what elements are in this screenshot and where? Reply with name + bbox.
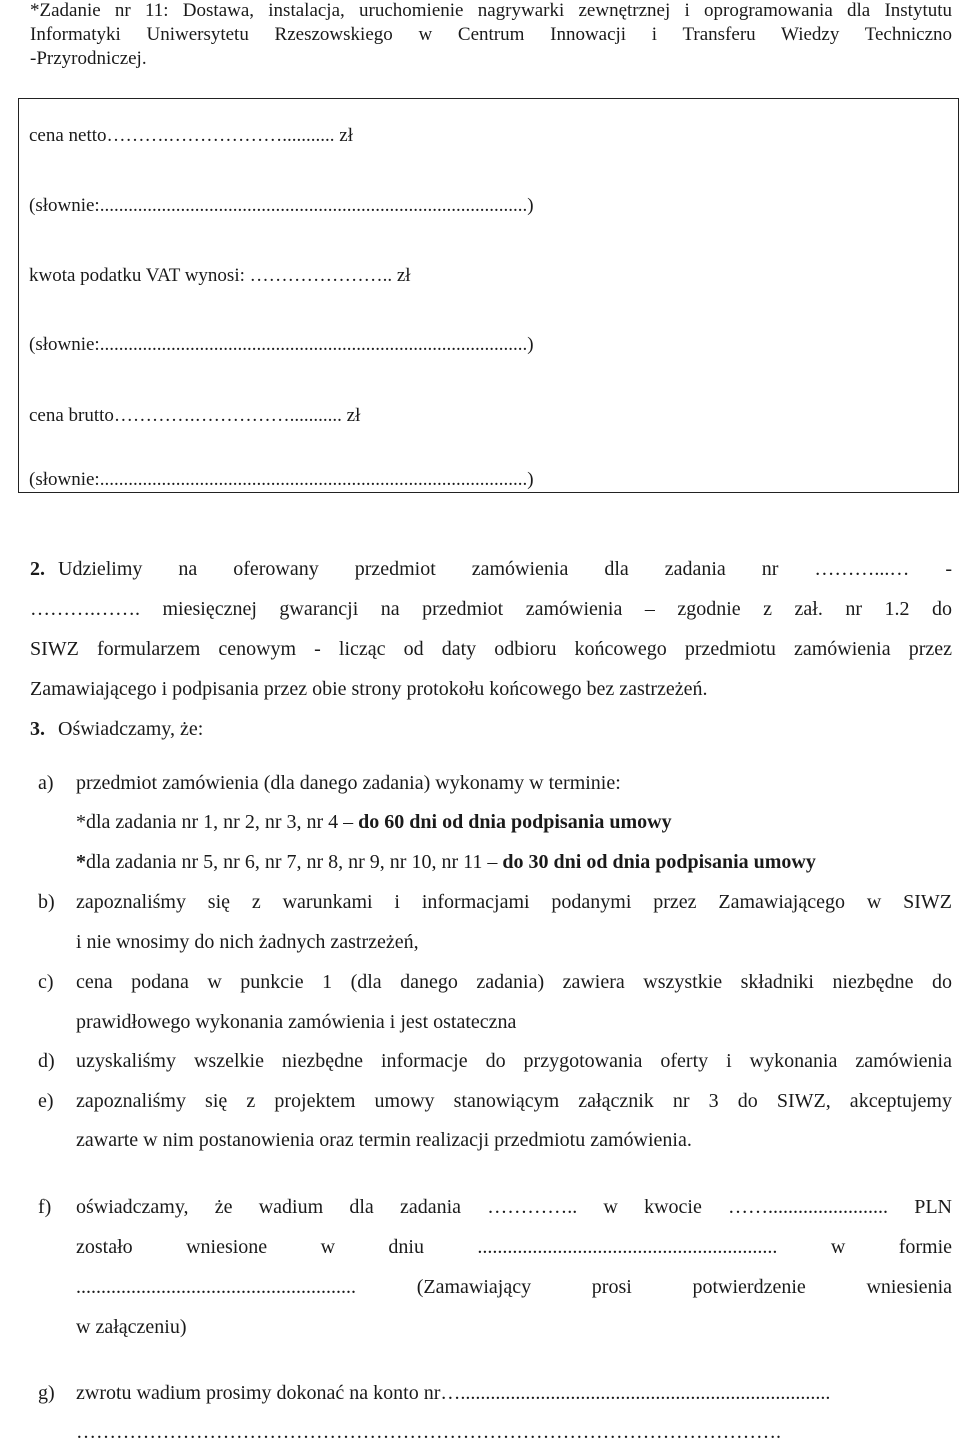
section-3-number: 3. bbox=[30, 718, 45, 740]
header-line-2: Informatyki Uniwersytetu Rzeszowskiego w Centrum Innowacji i Transferu Wiedzy Techniczno bbox=[30, 24, 952, 45]
item-e-label: e) bbox=[38, 1090, 54, 1112]
item-a-term-2-text: dla zadania nr 5, nr 6, nr 7, nr 8, nr 9, nr 10, nr 11 – bbox=[86, 851, 503, 873]
item-g-line-2: ……………………………………………………………………………………………. bbox=[76, 1421, 781, 1443]
item-f-line-3: ........................................................ (Zamawiający prosi potwierdzenie wniesienia bbox=[76, 1276, 952, 1298]
item-a-term-1 bbox=[76, 811, 672, 834]
item-c-label: c) bbox=[38, 971, 54, 993]
item-g-label: g) bbox=[38, 1382, 55, 1404]
item-a-term-2-star: * bbox=[76, 851, 86, 873]
item-g-line-1: zwrotu wadium prosimy dokonać na konto nr….......................................................................... bbox=[76, 1382, 831, 1404]
header-line-3: -Przyrodniczej. bbox=[30, 48, 147, 69]
item-d-line-1: uzyskaliśmy wszelkie niezbędne informacje do przygotowania oferty i wykonania zamówienia bbox=[76, 1050, 952, 1072]
item-f-line-2: zostało wniesione w dniu ............................................................ w formie bbox=[76, 1236, 952, 1258]
section-2-line-4: Zamawiającego i podpisania przez obie strony protokołu końcowego bez zastrzeżeń. bbox=[30, 678, 708, 700]
item-a-term-1-deadline: do 60 dni od dnia podpisania umowy bbox=[358, 811, 672, 833]
item-c-line-2: prawidłowego wykonania zamówienia i jest ostateczna bbox=[76, 1011, 517, 1033]
item-d-label: d) bbox=[38, 1050, 55, 1072]
item-b-line-1: zapoznaliśmy się z warunkami i informacjami podanymi przez Zamawiającego w SIWZ bbox=[76, 891, 952, 913]
item-a-term-1-text: *dla zadania nr 1, nr 2, nr 3, nr 4 – bbox=[76, 811, 359, 833]
item-a-term-2 bbox=[76, 851, 816, 874]
section-2-line-1: Udzielimy na oferowany przedmiot zamówienia dla zadania nr ………...… - bbox=[58, 558, 952, 580]
section-2-line-2: ……….……. miesięcznej gwarancji na przedmiot zamówienia – zgodnie z zał. nr 1.2 do bbox=[30, 598, 952, 620]
section-2-number: 2. bbox=[30, 558, 45, 580]
price-brutto-words: (słownie:..........................................................................................) bbox=[29, 469, 534, 490]
price-netto: cena netto……….………………........... zł bbox=[29, 125, 354, 146]
header-line-1: *Zadanie nr 11: Dostawa, instalacja, uruchomienie nagrywarki zewnętrznej i oprogramowania dla Instytutu bbox=[30, 0, 952, 21]
item-f-line-1: oświadczamy, że wadium dla zadania ………….. w kwocie ……........................ PLN bbox=[76, 1196, 952, 1218]
item-b-label: b) bbox=[38, 891, 55, 913]
item-e-line-2: zawarte w nim postanowienia oraz termin realizacji przedmiotu zamówienia. bbox=[76, 1129, 692, 1151]
vat-amount-words: (słownie:..........................................................................................) bbox=[29, 334, 534, 355]
item-e-line-1: zapoznaliśmy się z projektem umowy stanowiącym załącznik nr 3 do SIWZ, akceptujemy bbox=[76, 1090, 952, 1112]
item-b-line-2: i nie wnosimy do nich żadnych zastrzeżeń, bbox=[76, 931, 419, 953]
price-netto-words: (słownie:..........................................................................................) bbox=[29, 195, 534, 216]
vat-amount: kwota podatku VAT wynosi: ………………….. zł bbox=[29, 265, 411, 286]
item-f-label: f) bbox=[38, 1196, 52, 1218]
item-a-text: przedmiot zamówienia (dla danego zadania) wykonamy w terminie: bbox=[76, 772, 621, 794]
price-brutto: cena brutto………….……………........... zł bbox=[29, 405, 361, 426]
item-a-label: a) bbox=[38, 772, 54, 794]
item-f-line-4: w załączeniu) bbox=[76, 1316, 187, 1338]
price-box bbox=[18, 98, 959, 493]
section-2-line-3: SIWZ formularzem cenowym - licząc od daty odbioru końcowego przedmiotu zamówienia przez bbox=[30, 638, 952, 660]
item-c-line-1: cena podana w punkcie 1 (dla danego zadania) zawiera wszystkie składniki niezbędne do bbox=[76, 971, 952, 993]
item-a-term-2-deadline: do 30 dni od dnia podpisania umowy bbox=[502, 851, 816, 873]
section-3-title: Oświadczamy, że: bbox=[58, 718, 204, 740]
